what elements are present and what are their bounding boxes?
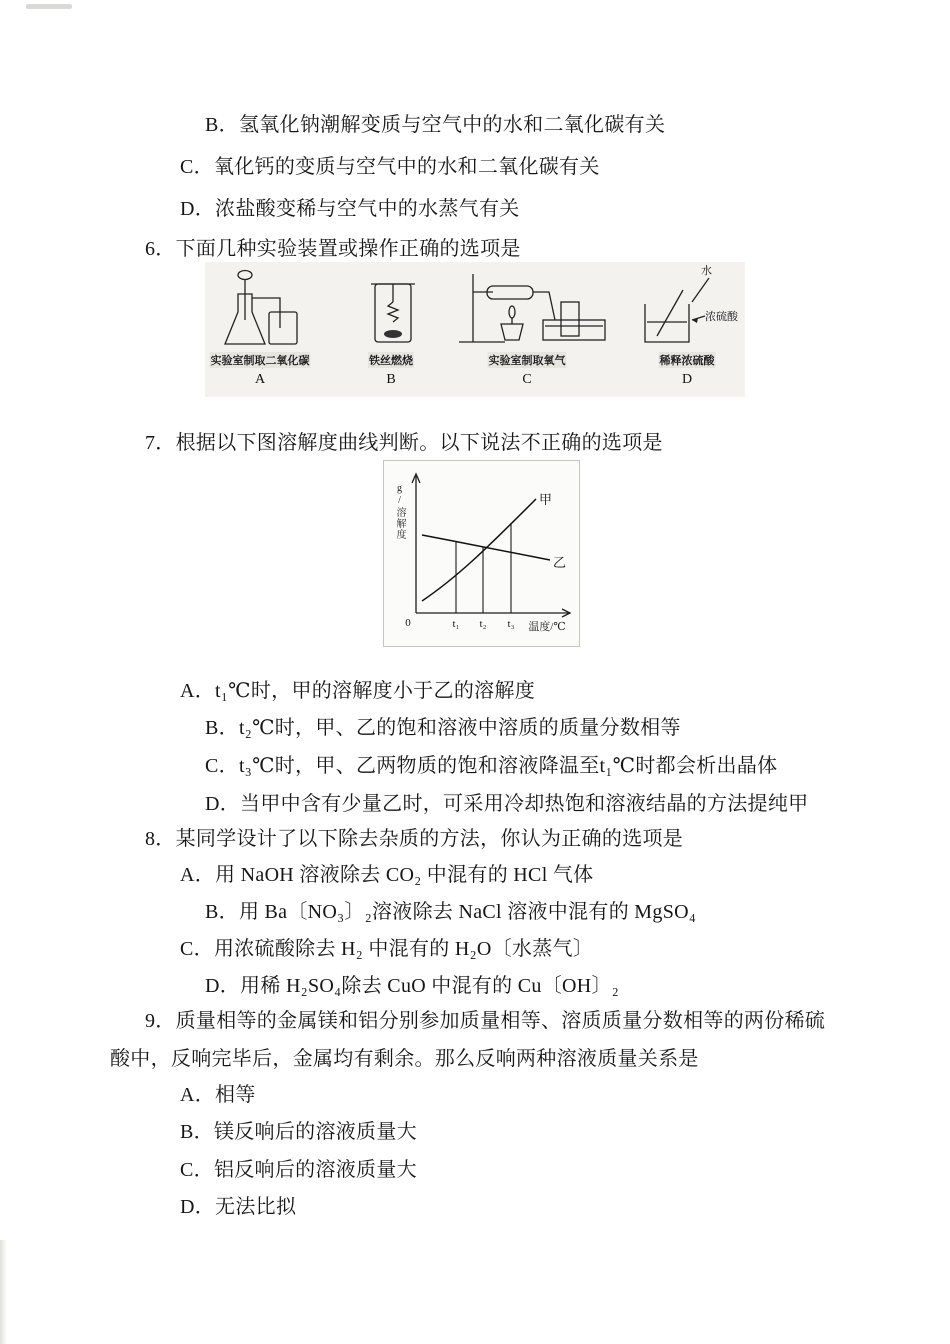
q7-solubility-chart	[383, 460, 580, 647]
apparatus-caption-a: 实验室制取二氧化碳	[210, 352, 311, 368]
curve-label-yi: 乙	[553, 555, 567, 570]
curve-jia	[422, 499, 536, 601]
scan-artifact-left	[0, 1240, 7, 1344]
q9-option-a: A．相等	[180, 1084, 256, 1106]
water-label: 水	[701, 265, 712, 277]
q7-option-a: A．t₁℃时，甲的溶解度小于乙的溶解度	[180, 680, 536, 702]
apparatus-letter-c: C	[522, 372, 532, 387]
q6-apparatus-figure	[205, 262, 745, 397]
q9-option-d: D．无法比拟	[180, 1196, 297, 1218]
scan-artifact-top	[26, 4, 72, 9]
apparatus-d-dilution-beaker	[645, 278, 709, 342]
q9-option-c: C．铝反响后的溶液质量大	[180, 1159, 417, 1181]
apparatus-letter-b: B	[386, 372, 396, 387]
q8-stem: 8．某同学设计了以下除去杂质的方法，你认为正确的选项是	[145, 828, 684, 850]
curve-yi	[422, 535, 550, 560]
apparatus-caption-c: 实验室制取氧气	[488, 352, 567, 368]
chart-curves	[422, 499, 550, 601]
apparatus-letter-a: A	[254, 372, 266, 387]
q5-option-c: C．氧化钙的变质与空气中的水和二氧化碳有关	[180, 156, 600, 178]
q8-option-c: C．用浓硫酸除去 H₂ 中混有的 H₂O〔水蒸气〕	[180, 938, 594, 960]
apparatus-drawing	[205, 262, 745, 397]
apparatus-caption-b: 铁丝燃烧	[368, 352, 414, 368]
apparatus-c-oxygen-setup	[459, 274, 605, 342]
apparatus-caption-d: 稀释浓硫酸	[659, 352, 716, 368]
q6-stem: 6．下面几种实验装置或操作正确的选项是	[145, 238, 521, 260]
apparatus-b-iron-wire-jar	[371, 284, 415, 342]
q7-stem: 7．根据以下图溶解度曲线判断。以下说法不正确的选项是	[145, 432, 663, 454]
q8-option-d: D．用稀 H₂SO₄除去 CuO 中混有的 Cu〔OH〕₂	[205, 975, 620, 997]
q9-stem-line2: 酸中，反响完毕后，金属均有剩余。那么反响两种溶液质量关系是	[110, 1048, 699, 1070]
q8-option-a: A．用 NaOH 溶液除去 CO₂ 中混有的 HCl 气体	[180, 864, 594, 886]
chart-tick-t2: t₂	[479, 618, 487, 630]
q9-stem-line1: 9．质量相等的金属镁和铝分别参加质量相等、溶质质量分数相等的两份稀硫	[145, 1010, 826, 1032]
q9-option-b: B．镁反响后的溶液质量大	[180, 1121, 417, 1143]
chart-origin-label: 0	[405, 617, 411, 629]
q7-option-d: D．当甲中含有少量乙时，可采用冷却热饱和溶液结晶的方法提纯甲	[205, 793, 809, 815]
q8-option-b: B．用 Ba〔NO₃〕₂溶液除去 NaCl 溶液中混有的 MgSO₄	[205, 901, 697, 923]
q5-option-d: D．浓盐酸变稀与空气中的水蒸气有关	[180, 198, 520, 220]
chart-tick-t3: t₃	[507, 618, 515, 630]
chart-x-axis-label: 温度/℃	[528, 621, 566, 633]
curve-label-jia: 甲	[539, 492, 553, 507]
q7-option-c: C．t₃℃时，甲、乙两物质的饱和溶液降温至t₁℃时都会析出晶体	[205, 755, 778, 777]
chart-y-axis-label: g/溶解度	[394, 483, 405, 540]
chart-tick-t1: t₁	[452, 618, 460, 630]
apparatus-letter-d: D	[681, 372, 693, 387]
conc-acid-label: 浓硫酸	[705, 311, 738, 323]
q5-option-b: B．氢氧化钠潮解变质与空气中的水和二氧化碳有关	[205, 114, 666, 136]
q7-option-b: B．t₂℃时，甲、乙的饱和溶液中溶质的质量分数相等	[205, 717, 681, 739]
